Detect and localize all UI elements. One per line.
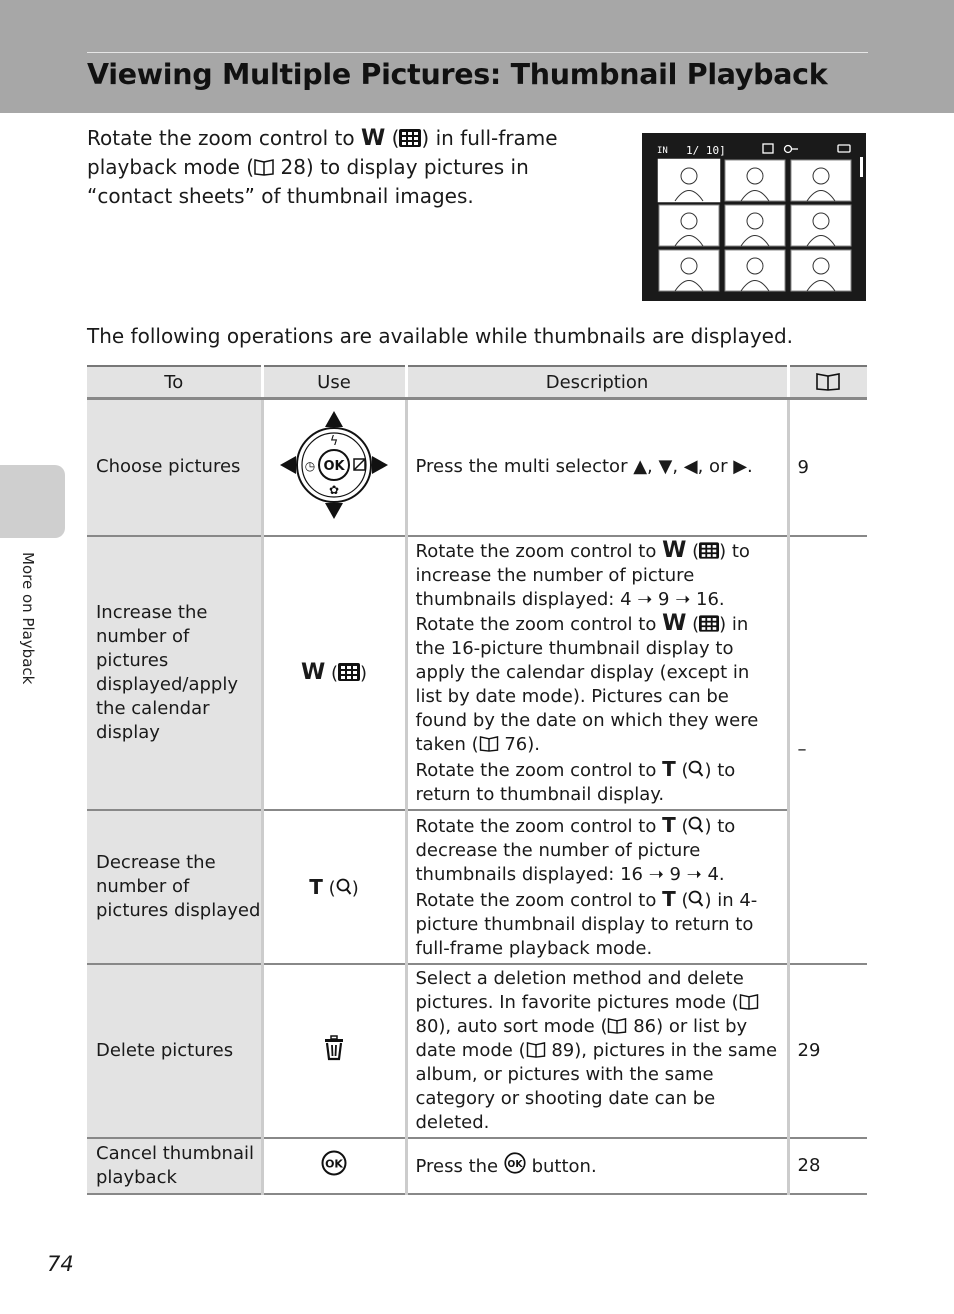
camera-monitor <box>642 133 866 301</box>
row-description: Press the multi selector ▲, ▼, ◀, or ▶. <box>406 399 788 536</box>
page-title: Viewing Multiple Pictures: Thumbnail Playback <box>87 58 828 91</box>
table-row <box>87 1138 867 1194</box>
row-to: Cancel thumbnail playback <box>87 1138 262 1194</box>
thumbnail-image <box>659 160 719 201</box>
svg-text:OK: OK <box>323 458 345 474</box>
row-description: Select a deletion method and delete pictures. In favorite pictures mode ( 80), auto sort mode ( 86) or list by date mode ( 89), pictures in the same album, or pictures with the same category or shooting date can be deleted. <box>406 964 788 1138</box>
header-description: Description <box>406 366 788 399</box>
zoom-magnifier-icon <box>688 890 704 908</box>
print-order-icon <box>763 144 773 153</box>
header-reference <box>788 366 867 399</box>
thumbnail-image <box>725 205 785 246</box>
protect-icon <box>785 146 792 153</box>
row-to: Increase the number of pictures displayed/apply the calendar display <box>87 536 262 810</box>
side-tab <box>0 465 65 538</box>
book-reference-icon <box>815 371 841 391</box>
thumbnail-image <box>659 205 719 246</box>
book-reference-icon <box>254 158 274 176</box>
thumbnail-icon <box>338 663 360 681</box>
row-to: Delete pictures <box>87 964 262 1138</box>
ok-button-icon <box>504 1152 526 1174</box>
table-header-row <box>87 366 867 399</box>
thumbnail-icon <box>399 129 421 147</box>
thumbnail-image <box>791 250 851 291</box>
book-reference-icon <box>739 993 759 1010</box>
intro-paragraph: Rotate the zoom control to W ( ) in full-frame playback mode ( 28) to display pictures in “contact sheets” of thumbnail images. <box>87 126 558 208</box>
thumbnail-image <box>725 160 785 201</box>
multi-selector-icon <box>272 403 396 527</box>
frame-counter: 1/ 10] <box>686 144 726 157</box>
row-use <box>262 1138 406 1194</box>
page-number: 74 <box>47 1252 74 1276</box>
operations-intro: The following operations are available while thumbnails are displayed. <box>87 324 794 348</box>
row-use: W ( ) <box>262 536 406 810</box>
table-row <box>87 810 867 964</box>
thumbnail-icon <box>699 542 719 559</box>
row-use <box>262 399 406 536</box>
battery-icon <box>838 145 850 152</box>
thumbnail-image <box>791 160 851 201</box>
thumbnail-image <box>791 205 851 246</box>
trash-icon <box>323 1035 345 1061</box>
thumbnail-image <box>725 250 785 291</box>
w-glyph: W <box>360 126 386 151</box>
thumbnail-icon <box>699 615 719 632</box>
book-reference-icon <box>607 1017 627 1034</box>
row-to: Decrease the number of pictures displayed <box>87 810 262 964</box>
row-reference: 29 <box>788 964 867 1138</box>
page-header <box>0 0 954 113</box>
svg-text:OK: OK <box>325 1157 343 1171</box>
svg-text:✿: ✿ <box>328 482 340 497</box>
zoom-magnifier-icon <box>688 760 704 778</box>
thumbnail-image <box>659 250 719 291</box>
zoom-magnifier-icon <box>688 816 704 834</box>
header-rule <box>87 52 868 53</box>
book-reference-icon <box>526 1041 546 1058</box>
ok-button-icon <box>321 1150 347 1176</box>
table-row <box>87 964 867 1138</box>
header-to: To <box>87 366 262 399</box>
memory-icon: IN <box>657 146 668 156</box>
row-reference: 9 <box>788 399 867 536</box>
row-description: Press the OK button. <box>406 1138 788 1194</box>
row-reference: 28 <box>788 1138 867 1194</box>
row-to: Choose pictures <box>87 399 262 536</box>
book-reference-icon <box>479 735 499 752</box>
side-label: More on Playback <box>19 552 37 685</box>
thumbnail-display-illustration <box>642 133 866 301</box>
svg-text:◷: ◷ <box>304 458 316 473</box>
svg-text:ϟ: ϟ <box>329 433 339 449</box>
row-use <box>262 964 406 1138</box>
scroll-bar <box>860 157 863 177</box>
row-description: Rotate the zoom control to W ( ) to increase the number of picture thumbnails displayed: 4 ➝ 9 ➝ 16. Rotate the zoom control to W ( ) in the 16-picture thumbnail display to apply the calendar display (except in list by date mode). Pictures can be found by the date on which they were taken ( 76). Rotate the zoom control to T ( ) to return to thumbnail display. <box>406 536 788 810</box>
svg-text:OK: OK <box>507 1158 523 1170</box>
table-row <box>87 399 867 536</box>
row-description: Rotate the zoom control to T ( ) to decrease the number of picture thumbnails displayed: 16 ➝ 9 ➝ 4. Rotate the zoom control to T ( ) in 4-picture thumbnail display to return to full-frame playback mode. <box>406 810 788 964</box>
operations-table <box>87 365 867 1195</box>
row-reference: – <box>788 536 867 964</box>
table-row <box>87 536 867 810</box>
row-use: T ( ) <box>262 810 406 964</box>
zoom-magnifier-icon <box>336 878 352 896</box>
header-use: Use <box>262 366 406 399</box>
